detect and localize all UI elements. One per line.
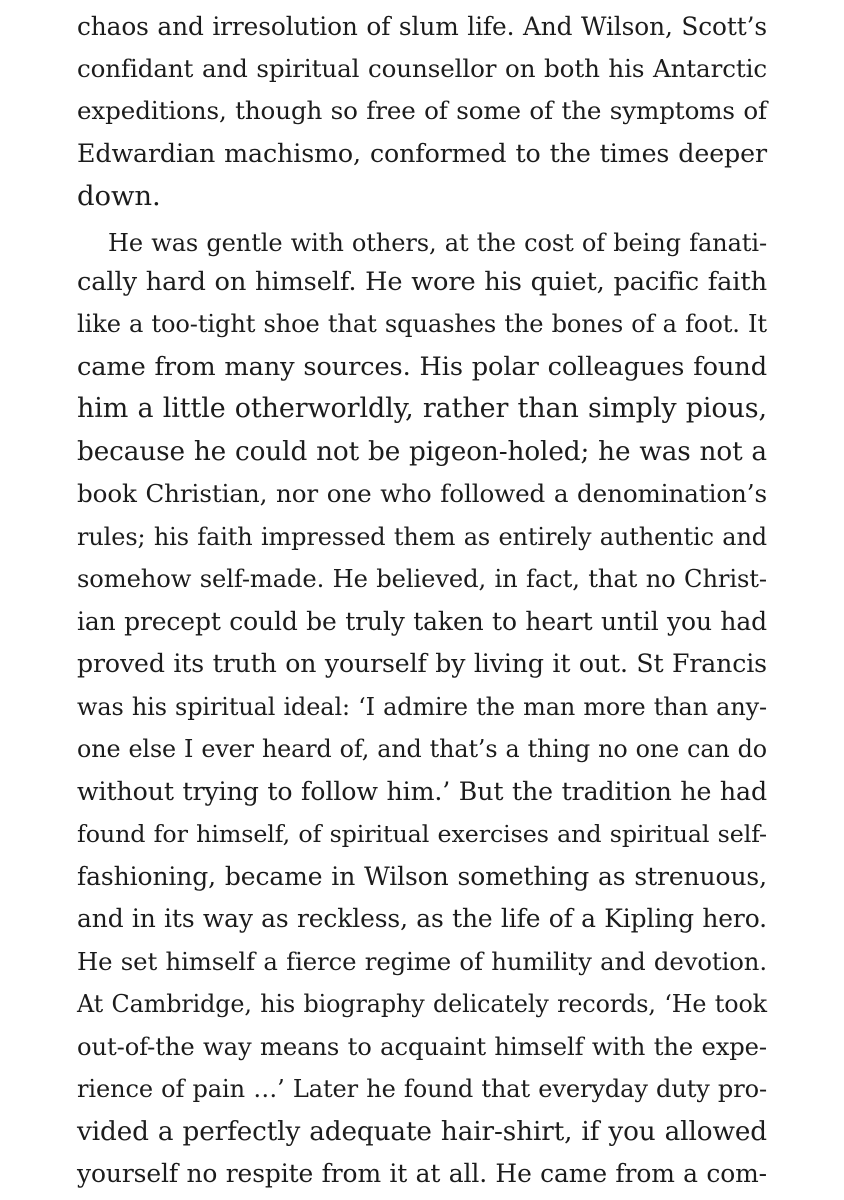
text-line: chaos and irresolution of slum life. And Wilson, Scott’s xyxy=(77,12,767,41)
text-line: Edwardian machismo, conformed to the times deeper xyxy=(77,139,767,168)
text-line: confidant and spiritual counsellor on both his Antarctic xyxy=(77,54,767,83)
text-line: found for himself, of spiritual exercises and spiritual self- xyxy=(77,820,767,848)
text-line: down. xyxy=(77,180,161,212)
text-line: vided a perfectly adequate hair-shirt, if you allowed xyxy=(77,1117,767,1147)
text-line: He set himself a fierce regime of humility and devotion. xyxy=(77,947,767,976)
text-line: because he could not be pigeon-holed; he was not a xyxy=(77,437,767,467)
text-line: rience of pain …’ Later he found that everyday duty pro- xyxy=(77,1075,767,1103)
text-line: like a too-tight shoe that squashes the bones of a foot. It xyxy=(77,310,767,338)
text-line: came from many sources. His polar colleagues found xyxy=(77,352,767,382)
text-line: yourself no respite from it at all. He came from a com- xyxy=(77,1159,767,1188)
text-line: him a little otherworldly, rather than simply pious, xyxy=(77,393,767,424)
text-line: fashioning, became in Wilson something as strenuous, xyxy=(77,862,767,891)
text-line: At Cambridge, his biography delicately records, ‘He took xyxy=(77,990,767,1018)
text-line: proved its truth on yourself by living it out. St Francis xyxy=(77,649,767,678)
text-line: rules; his faith impressed them as entirely authentic and xyxy=(77,523,767,551)
text-line: without trying to follow him.’ But the tradition he had xyxy=(77,777,767,806)
text-line: out-of-the way means to acquaint himself with the expe- xyxy=(77,1033,767,1061)
text-line: one else I ever heard of, and that’s a thing no one can do xyxy=(77,735,767,763)
text-line: and in its way as reckless, as the life of a Kipling hero. xyxy=(77,904,767,933)
text-line: book Christian, nor one who followed a denomination’s xyxy=(77,479,767,508)
text-line: expeditions, though so free of some of the symptoms of xyxy=(77,96,767,125)
text-line: was his spiritual ideal: ‘I admire the man more than any- xyxy=(77,693,767,721)
text-line: somehow self-made. He believed, in fact, that no Christ- xyxy=(77,565,767,593)
text-line: cally hard on himself. He wore his quiet, pacific faith xyxy=(77,267,767,297)
text-line: He was gentle with others, at the cost of being fanati- xyxy=(108,229,767,257)
text-line: ian precept could be truly taken to heart until you had xyxy=(77,607,767,636)
